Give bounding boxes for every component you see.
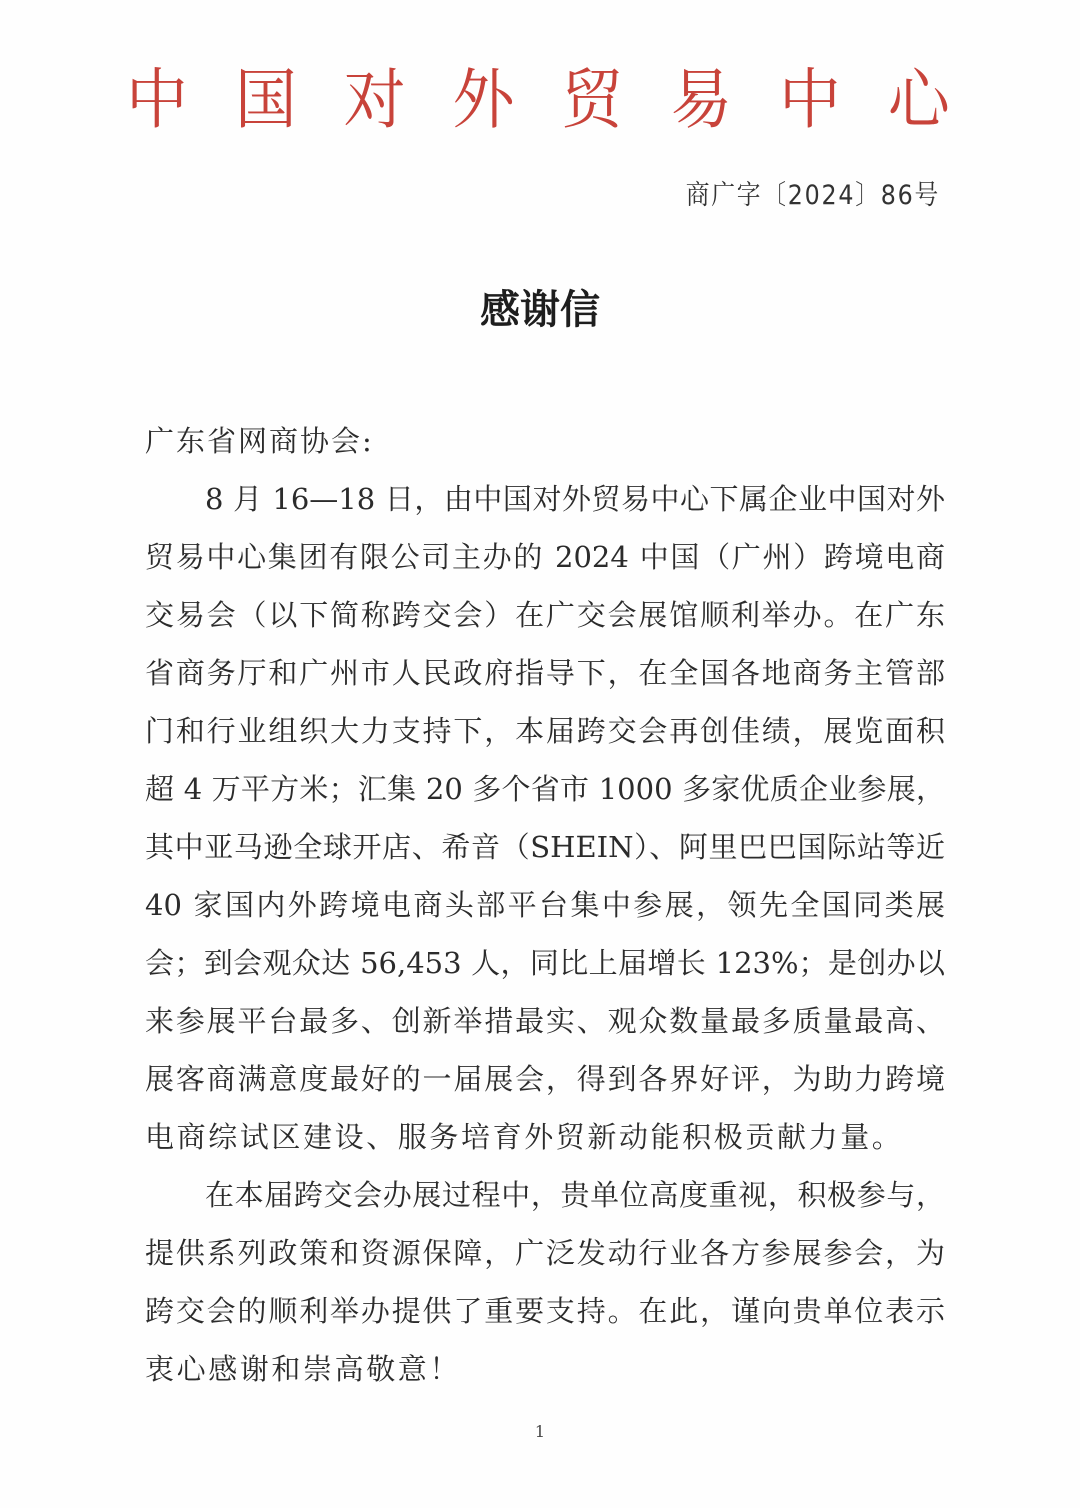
body-line: 40 家国内外跨境电商头部平台集中参展，领先全国同类展	[145, 888, 945, 922]
paragraph-1	[145, 470, 945, 1166]
letterhead-char: 中	[125, 61, 188, 138]
letter-body	[145, 412, 945, 1398]
body-line: 会；到会观众达 56,453 人，同比上届增长 123%；是创办以	[145, 946, 945, 980]
body-line: 在本届跨交会办展过程中，贵单位高度重视，积极参与，	[205, 1178, 945, 1212]
letter-title: 感谢信	[480, 287, 600, 333]
body-line: 门和行业组织大力支持下，本届跨交会再创佳绩，展览面积	[145, 714, 945, 748]
body-line: 8 月 16—18 日，由中国对外贸易中心下属企业中国对外	[205, 482, 945, 516]
body-line: 展客商满意度最好的一届展会，得到各界好评，为助力跨境	[145, 1062, 945, 1096]
letterhead-char: 对	[343, 61, 406, 138]
body-line: 来参展平台最多、创新举措最实、观众数量最多质量最高、	[145, 1004, 945, 1038]
body-line: 超 4 万平方米；汇集 20 多个省市 1000 多家优质企业参展，	[145, 772, 945, 806]
body-line: 其中亚马逊全球开店、希音（SHEIN）、阿里巴巴国际站等近	[145, 830, 945, 864]
letterhead-char: 易	[670, 61, 733, 138]
letterhead-char: 中	[779, 61, 842, 138]
body-line: 衷心感谢和崇高敬意！	[145, 1352, 462, 1386]
letterhead-char: 外	[452, 61, 515, 138]
document-number: 商广字〔2024〕86号	[685, 180, 940, 211]
body-line: 电商综试区建设、服务培育外贸新动能积极贡献力量。	[145, 1120, 904, 1154]
page-number: 1	[534, 1422, 546, 1441]
letterhead-char: 贸	[561, 61, 624, 138]
letterhead-char: 国	[234, 61, 297, 138]
body-line: 提供系列政策和资源保障，广泛发动行业各方参展参会，为	[145, 1236, 945, 1270]
body-line: 交易会（以下简称跨交会）在广交会展馆顺利举办。在广东	[145, 598, 945, 632]
body-line: 省商务厅和广州市人民政府指导下，在全国各地商务主管部	[145, 656, 945, 690]
paragraph-2	[145, 1166, 945, 1398]
salutation: 广东省网商协会:	[145, 424, 374, 458]
letterhead-organization-name	[118, 62, 958, 138]
letterhead-char: 心	[887, 61, 950, 138]
body-line: 贸易中心集团有限公司主办的 2024 中国（广州）跨境电商	[145, 540, 945, 574]
body-line: 跨交会的顺利举办提供了重要支持。在此，谨向贵单位表示	[145, 1294, 945, 1328]
